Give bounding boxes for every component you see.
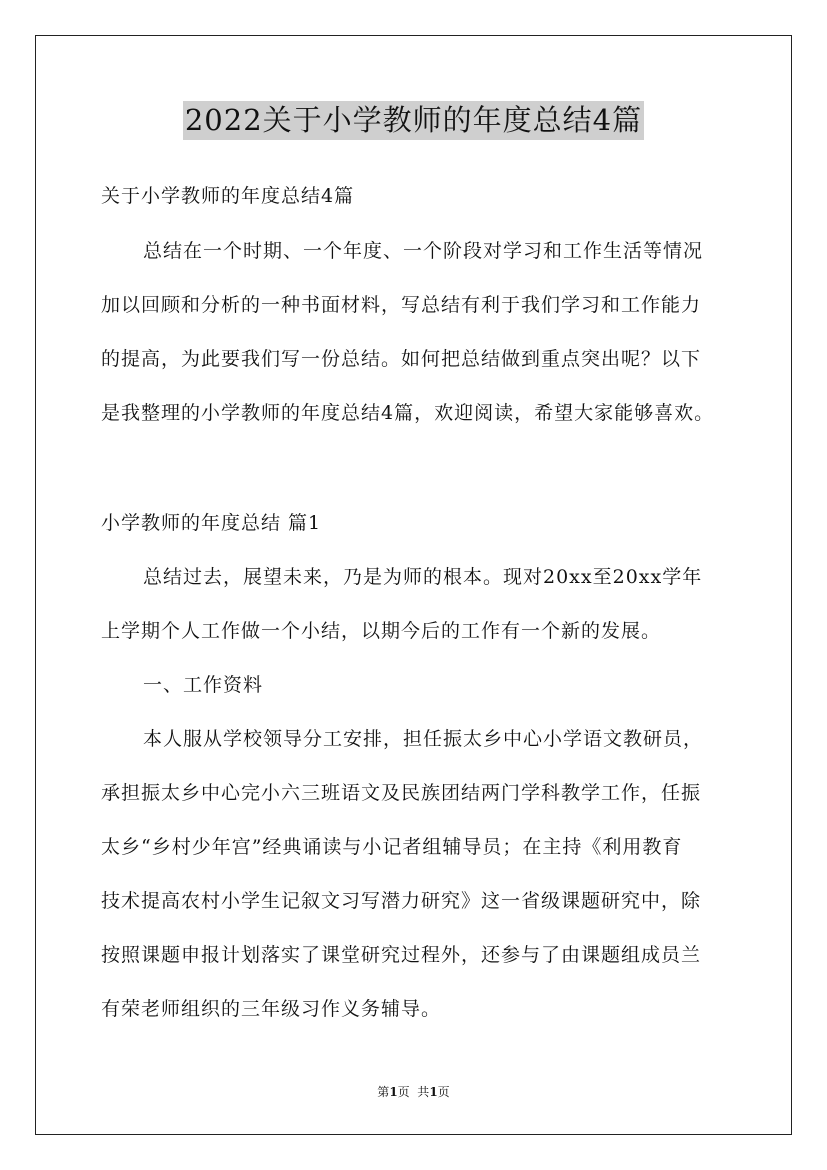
total-pages: 1 <box>429 1085 438 1099</box>
document-title-block <box>0 98 827 139</box>
paragraph-line: 总结过去，展望未来，乃是为师的根本。现对20xx至20xx学年 <box>143 566 703 588</box>
page-prefix: 第 <box>377 1085 390 1099</box>
intro-line: 是我整理的小学教师的年度总结4篇，欢迎阅读，希望大家能够喜欢。 <box>101 402 715 424</box>
intro-line: 加以回顾和分析的一种书面材料，写总结有利于我们学习和工作能力 <box>101 294 702 316</box>
page-mid: 页 共 <box>397 1085 430 1099</box>
paragraph-line: 本人服从学校领导分工安排，担任振太乡中心小学语文教研员， <box>143 728 704 750</box>
subheading: 一、工作资料 <box>143 674 264 696</box>
document-subtitle: 关于小学教师的年度总结4篇 <box>101 185 355 207</box>
page-number: 1 <box>389 1085 398 1099</box>
paragraph-line: 按照课题申报计划落实了课堂研究过程外，还参与了由课题组成员兰 <box>101 944 702 966</box>
document-title: 2022关于小学教师的年度总结4篇 <box>183 101 644 140</box>
paragraph-line: 承担振太乡中心完小六三班语文及民族团结两门学科教学工作，任振 <box>101 782 702 804</box>
paragraph-line: 技术提高农村小学生记叙文习写潜力研究》这一省级课题研究中，除 <box>101 890 702 912</box>
paragraph-line: 上学期个人工作做一个小结，以期今后的工作有一个新的发展。 <box>101 620 662 642</box>
page-footer <box>0 1083 827 1100</box>
paragraph-line: 有荣老师组织的三年级习作义务辅导。 <box>101 998 442 1020</box>
paragraph-line: 太乡“乡村少年宫”经典诵读与小记者组辅导员；在主持《利用教育 <box>101 836 683 858</box>
section-heading: 小学教师的年度总结 篇1 <box>101 512 322 534</box>
intro-line: 总结在一个时期、一个年度、一个阶段对学习和工作生活等情况 <box>143 240 704 262</box>
page-suffix: 页 <box>437 1085 450 1099</box>
intro-line: 的提高，为此要我们写一份总结。如何把总结做到重点突出呢？以下 <box>101 348 702 370</box>
